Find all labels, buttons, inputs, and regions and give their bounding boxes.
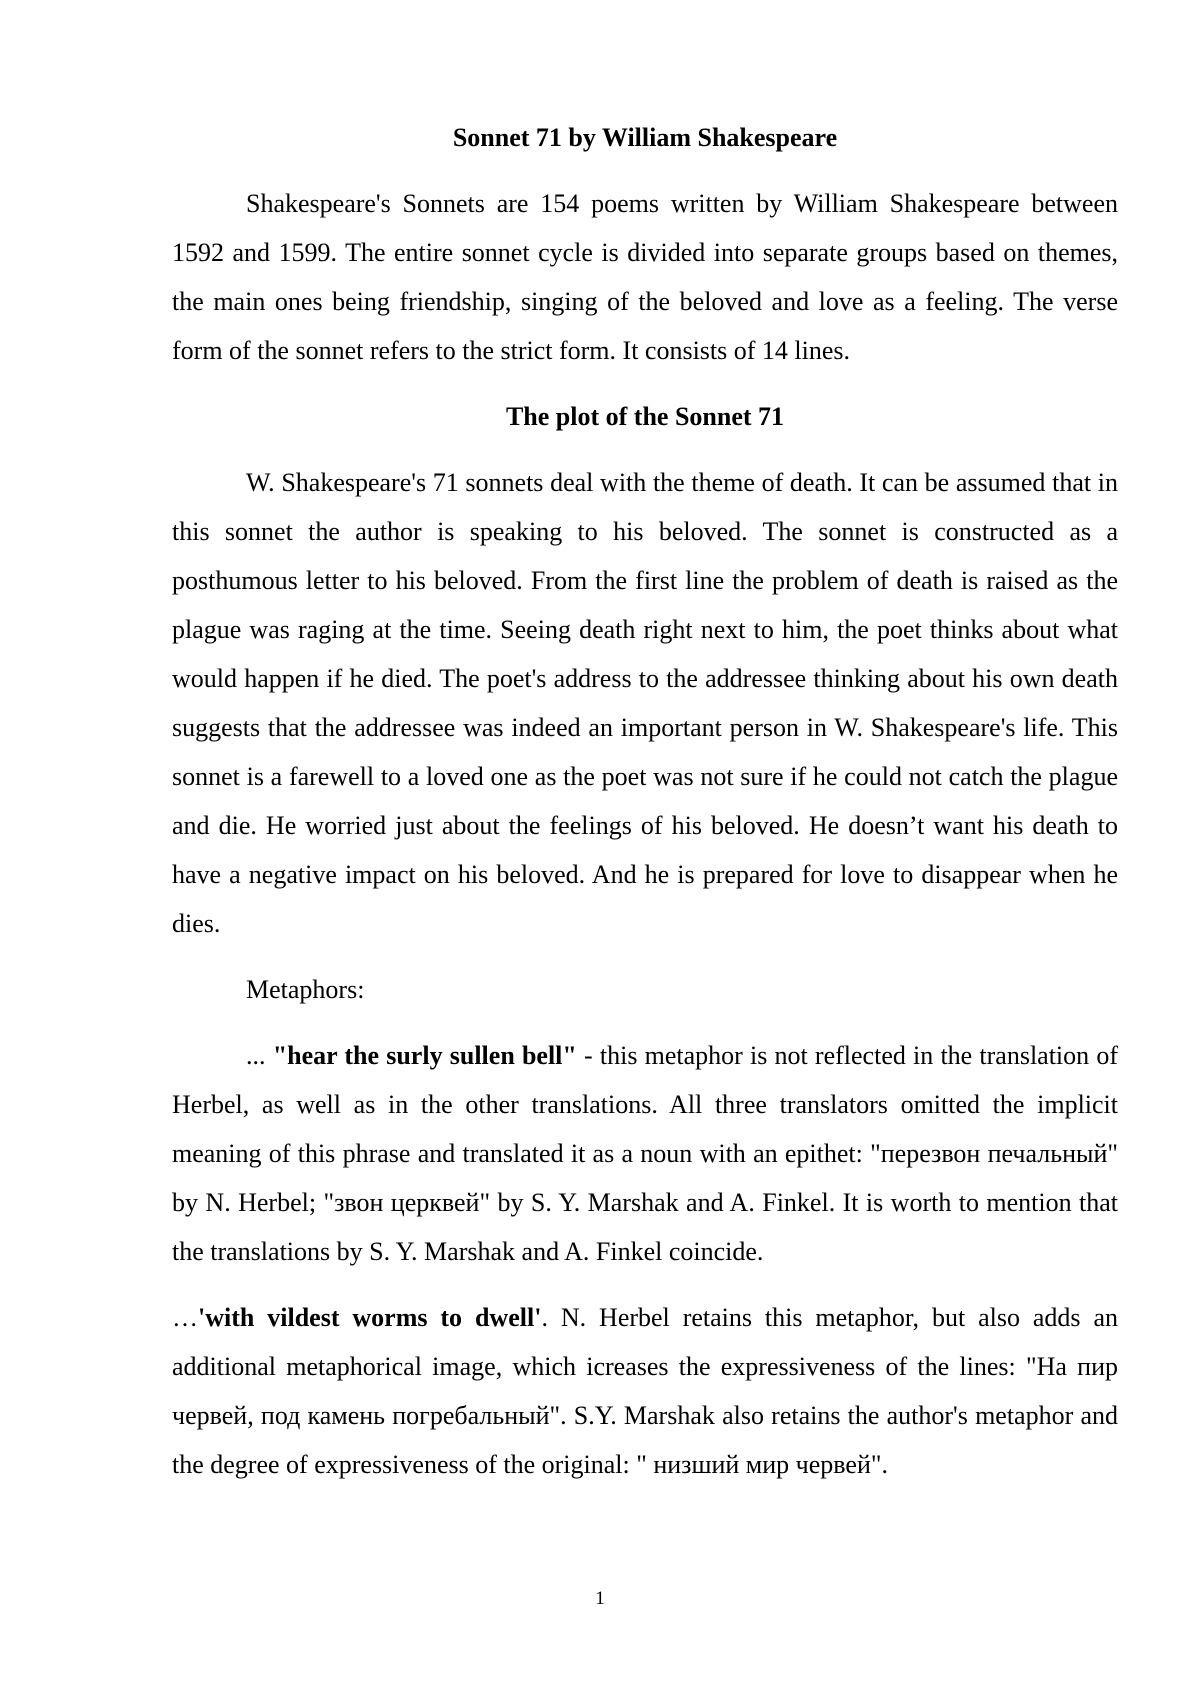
document-body — [172, 113, 1118, 1489]
plot-paragraph: W. Shakespeare's 71 sonnets deal with the theme of death. It can be assumed that in this sonnet the author is speaking to his beloved. The sonnet is constructed as a posthumous letter to his beloved. From the first line the problem of death is raised as the plague was raging at the time. Seeing death right next to him, the poet thinks about what would happen if he died. The poet's address to the addressee thinking about his own death suggests that the addressee was indeed an important person in W. Shakespeare's life. This sonnet is a farewell to a loved one as the poet was not sure if he could not catch the plague and die. He worried just about the feelings of his beloved. He doesn’t want his death to have a negative impact on his beloved. And he is prepared for love to disappear when he dies. — [172, 468, 1118, 938]
metaphor-1-prefix: ... — [246, 1041, 273, 1070]
metaphor-2-text: . N. Herbel retains this metaphor, but also adds an additional metaphorical image, which icreases the expressiveness of the lines: "На пир червей, под камень погребальный". S.Y. Marshak also retains the author's metaphor and the degree of expressiveness of the original: " низший мир червей". — [172, 1303, 1119, 1479]
metaphor-2-quote: 'with vildest worms to dwell' — [198, 1303, 542, 1332]
metaphor-2-prefix: … — [172, 1303, 198, 1332]
metaphor-paragraph-1 — [172, 1031, 1118, 1276]
metaphor-paragraph-2 — [172, 1293, 1118, 1489]
section-heading: The plot of the Sonnet 71 — [505, 402, 785, 431]
intro-paragraph: Shakespeare's Sonnets are 154 poems written by William Shakespeare between 1592 and 1599. The entire sonnet cycle is divided into separate groups based on themes, the main ones being friendship, singing of the beloved and love as a feeling. The verse form of the sonnet refers to the strict form. It consists of 14 lines. — [172, 189, 1118, 365]
metaphors-label: Metaphors: — [246, 975, 365, 1004]
document-title: Sonnet 71 by William Shakespeare — [452, 123, 838, 152]
metaphor-1-text: - this metaphor is not reflected in the translation of Herbel, as well as in the other translations. All three translators omitted the implicit meaning of this phrase and translated it as a noun with an epithet: "перезвон печальный" by N. Herbel; "звон церквей" by S. Y. Marshak and A. Finkel. It is worth to mention that the translations by S. Y. Marshak and A. Finkel coincide. — [172, 1041, 1118, 1266]
metaphor-1-quote: "hear the surly sullen bell" — [272, 1041, 577, 1070]
page-number: 1 — [595, 1588, 605, 1609]
